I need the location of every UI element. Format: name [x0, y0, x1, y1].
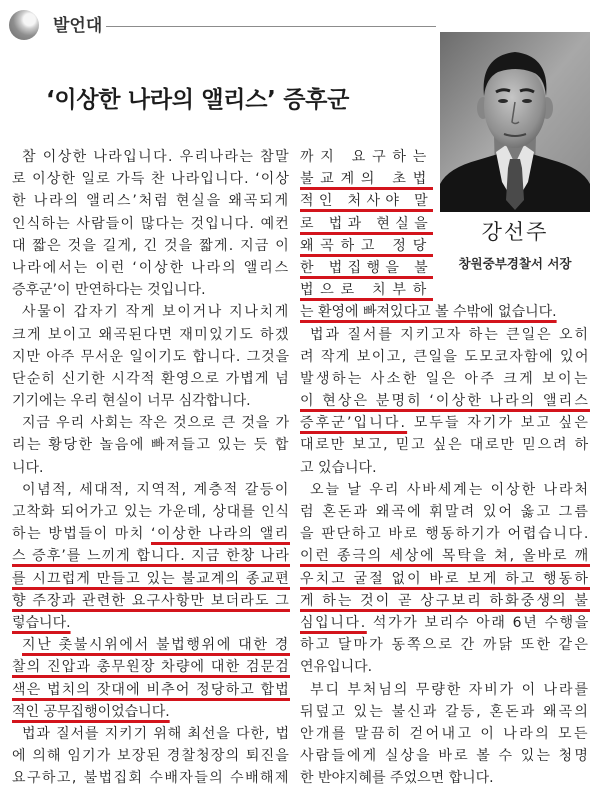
line-text — [12, 368, 290, 390]
line-text — [12, 257, 290, 279]
underlined-text: 증후군’입니다. — [300, 415, 408, 432]
line-text — [300, 301, 557, 323]
underlined-text: 를 시끄럽게 만들고 있는 불교계의 종교편 — [12, 570, 290, 587]
line-text — [300, 257, 433, 279]
line-text — [12, 545, 290, 567]
text-segment: 리는 황당한 놀음에 빠져들고 있는 듯 합 — [12, 437, 290, 454]
line-text — [12, 390, 251, 412]
text-line — [12, 523, 290, 545]
line-text — [300, 412, 590, 434]
text-segment: 고 있습니다. — [300, 459, 377, 476]
underlined-text: 적인 공무집행이었습니다. — [12, 703, 170, 720]
text-segment: 요구하고, 불법집회 수배자들의 수배해제 — [12, 770, 290, 787]
text-line — [12, 457, 290, 479]
text-segment: 나라에서는 이런 ‘이상한 나라의 앨리스 — [12, 259, 290, 276]
text-line — [300, 501, 590, 523]
underlined-text: 왜곡하고 정당 — [300, 237, 433, 254]
line-text — [300, 457, 377, 479]
text-line — [300, 457, 590, 479]
text-line — [12, 634, 290, 656]
underlined-text: 이런 종극의 세상에 목탁을 쳐, 올바로 깨 — [300, 548, 590, 565]
line-text — [12, 767, 290, 789]
text-segment: 인식하는 사람들이 많다는 것입니다. 예컨 — [12, 215, 290, 232]
text-segment: 지만 아주 무서운 일이기도 합니다. 그것을 — [12, 348, 290, 365]
line-text — [310, 324, 590, 346]
text-segment: 고착화 되어가고 있는 가운데, 상대를 인식 — [12, 504, 290, 520]
line-text — [12, 612, 71, 634]
line-text — [310, 479, 590, 501]
text-line — [300, 612, 590, 634]
line-text — [22, 723, 290, 745]
line-text — [300, 146, 433, 168]
underlined-text: 게 하는 것이 곧 상구보리 하화중생의 불 — [300, 592, 590, 609]
text-segment: 니다. — [12, 459, 44, 476]
line-text — [12, 590, 290, 612]
text-segment: 모두들 자기가 보고 싶은 — [407, 415, 590, 432]
text-line — [300, 301, 590, 323]
line-text — [300, 190, 433, 212]
line-text — [300, 545, 590, 567]
underlined-text: 우치고 굴절 없이 바로 보게 하고 행동하 — [300, 570, 590, 587]
text-line — [12, 301, 290, 323]
text-line — [12, 479, 290, 501]
text-segment: 이념적, 세대적, 지역적, 계층적 갈등이 — [22, 481, 290, 498]
line-text — [300, 346, 590, 368]
line-text — [12, 701, 170, 723]
text-segment: 대로만 보고, 믿고 싶은 대로만 믿으려 하 — [300, 437, 590, 454]
line-text — [300, 568, 590, 590]
text-line — [12, 590, 290, 612]
text-line — [12, 146, 290, 168]
text-line — [12, 656, 290, 678]
article-title: ‘이상한 나라의 앨리스’ 증후군 — [46, 87, 350, 113]
line-text — [300, 235, 433, 257]
text-line — [300, 590, 590, 612]
line-text — [12, 745, 290, 767]
text-segment: 사람들에게 실상을 바로 볼 수 있는 청명 — [300, 748, 590, 765]
text-line — [12, 257, 290, 279]
text-segment: 단순히 신기한 시각적 환영으로 가볍게 넘 — [12, 370, 290, 387]
line-text — [300, 213, 433, 235]
left-eye — [498, 99, 508, 103]
text-line — [12, 412, 290, 434]
text-line — [300, 656, 590, 678]
text-segment: 크게 보이고 왜곡된다면 재미있기도 하겠 — [12, 326, 290, 343]
underlined-text: 는 환영에 빠져있다고 볼 수밖에 없습니다. — [300, 304, 557, 321]
text-line — [300, 723, 590, 745]
line-text — [12, 168, 290, 190]
text-line — [300, 190, 433, 212]
section-label: 발언대 — [53, 16, 103, 36]
text-line — [12, 190, 290, 212]
underlined-text: 적인 처사야 말 — [300, 193, 433, 210]
line-text — [12, 679, 290, 701]
text-line — [12, 168, 290, 190]
text-segment: 법과 질서를 지키기 위해 최선을 다한, 법 — [22, 725, 290, 742]
line-text — [300, 723, 590, 745]
underlined-text: ‘이상한 나라의 앨리 — [151, 526, 290, 543]
text-line — [300, 412, 590, 434]
text-line — [12, 434, 290, 456]
underlined-text: 로 법과 현실을 — [300, 215, 433, 232]
right-text-column — [300, 146, 590, 789]
line-text — [300, 612, 590, 634]
text-line — [300, 146, 433, 168]
text-line — [300, 168, 433, 190]
text-line — [300, 235, 433, 257]
text-line — [12, 324, 290, 346]
text-segment: 하고 달마가 동쪽으로 간 까닭 또한 같은 — [300, 637, 590, 654]
text-line — [300, 523, 590, 545]
text-segment: 에 의해 임기가 보장된 경찰청장의 퇴진을 — [12, 748, 290, 765]
text-line — [300, 434, 590, 456]
text-line — [300, 634, 590, 656]
line-text — [300, 434, 590, 456]
underlined-text: 찰의 진압과 총무원장 차량에 대한 검문검 — [12, 659, 290, 676]
text-line — [300, 346, 590, 368]
line-text — [22, 412, 290, 434]
text-line — [300, 279, 433, 301]
author-position: 창원중부경찰서 서장 — [458, 256, 572, 271]
text-segment: 한 반야지혜를 주었으면 합니다. — [300, 770, 494, 787]
underlined-text: 렇습니다. — [12, 614, 71, 631]
line-text — [12, 434, 290, 456]
text-segment: 까지 요구하는 — [300, 149, 433, 165]
text-segment: 석가가 보리수 아래 6년 수행을 — [366, 614, 590, 631]
line-text — [310, 679, 590, 701]
text-line — [12, 767, 290, 789]
text-segment: 럼 혼돈과 왜곡에 휘말려 있어 옳고 그름 — [300, 504, 590, 520]
line-text — [22, 479, 290, 501]
text-segment: 발생하는 사소한 일은 아주 크게 보이는 — [300, 370, 590, 387]
text-segment: 려 작게 보이고, 큰일을 도모코자함에 있어 — [300, 348, 590, 365]
right-eye — [522, 99, 532, 103]
header-rule — [106, 26, 436, 27]
line-text — [12, 656, 290, 678]
text-line — [300, 368, 590, 390]
line-text — [300, 523, 590, 545]
underlined-text: 심입니다. — [300, 614, 367, 631]
underlined-text: 향 주장과 관련한 요구사항만 보더라도 그 — [12, 592, 290, 609]
text-line — [12, 701, 290, 723]
text-segment: 증후군’이 만연하다는 것입니다. — [12, 282, 206, 299]
underlined-text: 한 법집행을 불 — [300, 259, 433, 276]
text-line — [12, 612, 290, 634]
line-text — [12, 523, 290, 545]
line-text — [12, 213, 290, 235]
text-segment: 법과 질서를 지키고자 하는 큰일은 오히 — [310, 326, 590, 343]
text-line — [300, 545, 590, 567]
text-segment: 부디 부처님의 무량한 자비가 이 나라를 — [310, 681, 590, 698]
line-text — [12, 235, 290, 257]
line-text — [12, 190, 290, 212]
underlined-text: 지난 촛불시위에서 불법행위에 대한 경 — [22, 637, 290, 654]
text-segment: 안개를 말끔히 걷어내고 이 나라의 모든 — [300, 725, 590, 742]
text-line — [12, 679, 290, 701]
text-segment: 대 짧은 것을 길게, 긴 것을 짧게. 지금 이 — [12, 237, 290, 254]
author-name: 강선주 — [481, 220, 549, 244]
line-text — [22, 301, 290, 323]
underlined-text: 이 현상은 분명히 ‘이상한 나라의 앨리스 — [300, 393, 590, 410]
text-line — [12, 213, 290, 235]
line-text — [300, 279, 433, 301]
line-text — [22, 634, 290, 656]
text-line — [12, 545, 290, 567]
line-text — [300, 390, 590, 412]
line-text — [300, 368, 590, 390]
underlined-text: 스 증후’를 느끼게 합니다. 지금 한창 나라 — [12, 548, 290, 565]
text-line — [12, 279, 290, 301]
text-line — [300, 390, 590, 412]
text-segment: 로 이상한 일로 가득 찬 나라입니다. ‘이상 — [12, 171, 290, 188]
line-text — [12, 501, 290, 523]
text-line — [300, 568, 590, 590]
line-text — [300, 501, 590, 523]
text-segment: 뒤덮고 있는 불신과 갈등, 혼돈과 왜곡의 — [300, 703, 590, 720]
text-segment: 한 나라의 앨리스’처럼 현실을 왜곡되게 — [12, 193, 290, 210]
text-line — [300, 767, 590, 789]
text-line — [12, 568, 290, 590]
line-text — [300, 701, 590, 723]
text-line — [12, 390, 290, 412]
text-segment: 오늘 날 우리 사바세계는 이상한 나라처 — [310, 481, 590, 498]
text-segment: 을 판단하고 바로 행동하기가 어렵습니다. — [300, 526, 590, 543]
line-text — [12, 279, 206, 301]
text-line — [12, 723, 290, 745]
line-text — [300, 656, 372, 678]
text-segment: 사물이 갑자기 작게 보이거나 지나치게 — [22, 304, 290, 321]
line-text — [12, 457, 44, 479]
line-text — [300, 634, 590, 656]
text-line — [300, 479, 590, 501]
underlined-text: 법으로 치부하 — [300, 282, 433, 299]
text-line — [300, 257, 433, 279]
text-line — [300, 679, 590, 701]
text-line — [12, 368, 290, 390]
text-line — [12, 346, 290, 368]
text-segment: 하는 방법들이 마치 — [12, 526, 151, 543]
underlined-text: 색은 법치의 잣대에 비추어 정당하고 합법 — [12, 681, 290, 698]
text-segment: 지금 우리 사회는 작은 것으로 큰 것을 가 — [22, 415, 290, 432]
text-line — [12, 745, 290, 767]
line-text — [300, 745, 590, 767]
text-segment: 참 이상한 나라입니다. 우리나라는 참말 — [22, 149, 290, 165]
line-text — [300, 767, 494, 789]
line-text — [22, 146, 290, 168]
text-line — [300, 701, 590, 723]
left-text-column — [12, 146, 290, 789]
line-text — [300, 168, 433, 190]
text-line — [12, 235, 290, 257]
line-text — [300, 590, 590, 612]
text-line — [12, 501, 290, 523]
text-segment: 연유입니다. — [300, 659, 373, 676]
line-text — [12, 346, 290, 368]
text-line — [300, 213, 433, 235]
line-text — [12, 568, 290, 590]
text-line — [300, 324, 590, 346]
text-segment: 기기에는 우리 현실이 너무 심각합니다. — [12, 393, 251, 410]
line-text — [12, 324, 290, 346]
section-bullet-icon — [9, 10, 39, 40]
text-line — [300, 745, 590, 767]
underlined-text: 불교계의 초법 — [300, 171, 433, 188]
